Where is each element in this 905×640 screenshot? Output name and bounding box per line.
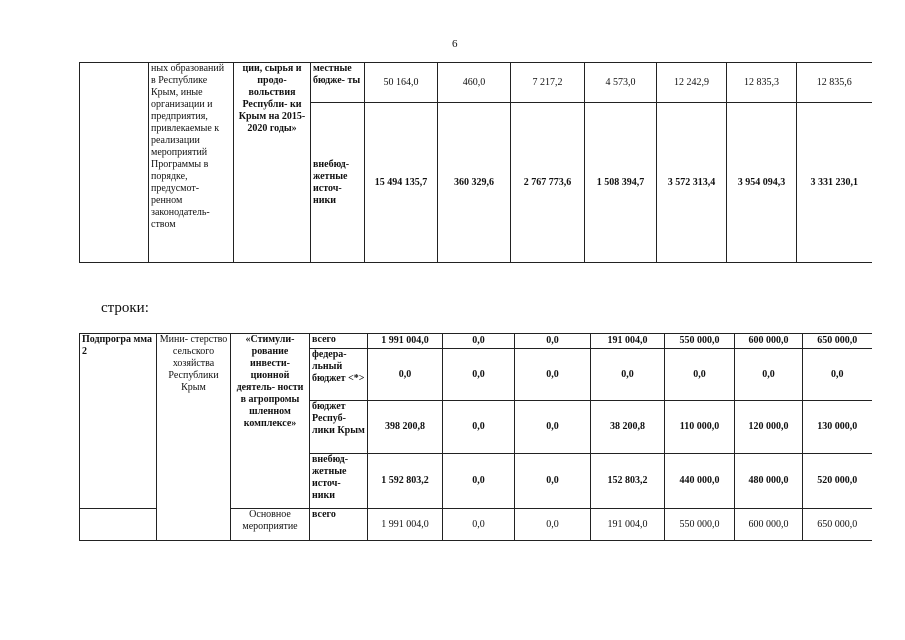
- value-cell: 0,0: [443, 454, 515, 509]
- executor-cell: ных образований в Республике Крым, иные организации и предприятия, привлекаемые к реализации мероприятий Программы в порядке, предусмот- ренном законодатель- ством: [149, 63, 234, 263]
- value-cell: 1 508 394,7: [585, 103, 657, 263]
- value-cell: 0,0: [735, 349, 803, 401]
- funding-source-cell: внебюд- жетные источ- ники: [311, 103, 365, 263]
- value-cell: 3 572 313,4: [657, 103, 727, 263]
- value-cell: 550 000,0: [665, 509, 735, 541]
- value-cell: 650 000,0: [803, 334, 872, 349]
- value-cell: 1 991 004,0: [368, 509, 443, 541]
- value-cell: 50 164,0: [365, 63, 438, 103]
- value-cell: 0,0: [515, 454, 591, 509]
- value-cell: 650 000,0: [803, 509, 872, 541]
- value-cell: 12 242,9: [657, 63, 727, 103]
- value-cell: 600 000,0: [735, 509, 803, 541]
- value-cell: 0,0: [443, 334, 515, 349]
- value-cell: 0,0: [515, 334, 591, 349]
- value-cell: 3 954 094,3: [727, 103, 797, 263]
- funding-source-cell: внебюд- жетные источ- ники: [310, 454, 368, 509]
- funding-source-cell: всего: [310, 334, 368, 349]
- value-cell: 0,0: [515, 349, 591, 401]
- status-cell: Подпрогра мма 2: [80, 334, 157, 509]
- value-cell: 0,0: [443, 401, 515, 454]
- value-cell: 38 200,8: [591, 401, 665, 454]
- funding-source-cell: местные бюдже- ты: [311, 63, 365, 103]
- value-cell: 110 000,0: [665, 401, 735, 454]
- value-cell: 2 767 773,6: [511, 103, 585, 263]
- funding-source-cell: федера- льный бюджет <*>: [310, 349, 368, 401]
- value-cell: 0,0: [591, 349, 665, 401]
- value-cell: 0,0: [443, 349, 515, 401]
- section-word: строки:: [101, 300, 149, 316]
- value-cell: 191 004,0: [591, 334, 665, 349]
- value-cell: 520 000,0: [803, 454, 872, 509]
- value-cell: 550 000,0: [665, 334, 735, 349]
- value-cell: 0,0: [443, 509, 515, 541]
- value-cell: 0,0: [665, 349, 735, 401]
- value-cell: 480 000,0: [735, 454, 803, 509]
- value-cell: 7 217,2: [511, 63, 585, 103]
- funding-table-new: [79, 333, 872, 541]
- value-cell: 191 004,0: [591, 509, 665, 541]
- value-cell: 360 329,6: [438, 103, 511, 263]
- funding-source-cell: бюджет Респуб- лики Крым: [310, 401, 368, 454]
- value-cell: 0,0: [515, 401, 591, 454]
- value-cell: 398 200,8: [368, 401, 443, 454]
- value-cell: 3 331 230,1: [797, 103, 872, 263]
- funding-source-cell: всего: [310, 509, 368, 541]
- value-cell: 460,0: [438, 63, 511, 103]
- value-cell: 12 835,6: [797, 63, 872, 103]
- value-cell: 120 000,0: [735, 401, 803, 454]
- program-name-cell: ции, сырья и продо- вольствия Республи- ки Крым на 2015- 2020 годы»: [234, 63, 311, 263]
- executor-cell: Мини- стерство сельского хозяйства Республики Крым: [157, 334, 231, 541]
- value-cell: 1 991 004,0: [368, 334, 443, 349]
- value-cell: 0,0: [803, 349, 872, 401]
- value-cell: 152 803,2: [591, 454, 665, 509]
- value-cell: 1 592 803,2: [368, 454, 443, 509]
- page-number: 6: [452, 38, 458, 50]
- funding-table-continued: [79, 62, 872, 263]
- value-cell: 12 835,3: [727, 63, 797, 103]
- value-cell: 0,0: [368, 349, 443, 401]
- value-cell: 600 000,0: [735, 334, 803, 349]
- status-cell: [80, 509, 157, 541]
- value-cell: 130 000,0: [803, 401, 872, 454]
- program-name-cell: «Стимули- рование инвести- ционной деятель- ности в агропромы шленном комплексе»: [231, 334, 310, 509]
- value-cell: 440 000,0: [665, 454, 735, 509]
- status-cell: [80, 63, 149, 263]
- value-cell: 15 494 135,7: [365, 103, 438, 263]
- value-cell: 0,0: [515, 509, 591, 541]
- value-cell: 4 573,0: [585, 63, 657, 103]
- program-name-cell: Основное мероприятие: [231, 509, 310, 541]
